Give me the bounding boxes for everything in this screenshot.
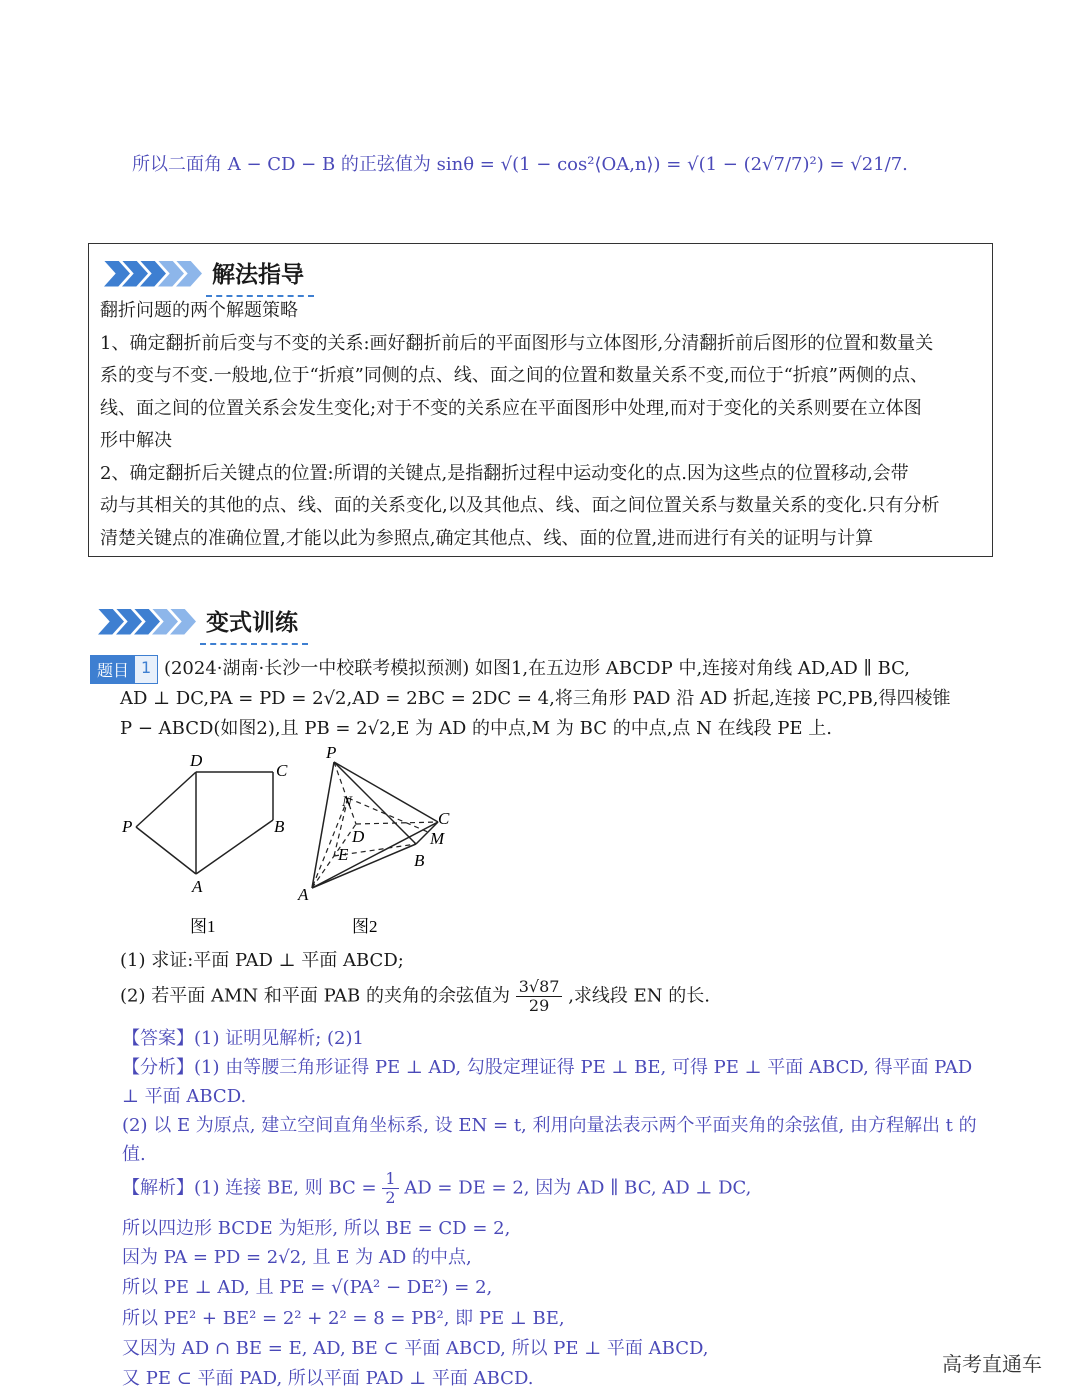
fig2-caption: 图2 [352, 917, 378, 936]
solution-line-1: 【解析】(1) 连接 BE, 则 BC = $\frac{1}{2}$ AD = DE = 2, 因为 AD ∥ BC, AD ⊥ DC, [122, 1169, 752, 1207]
chevron-arrows-icon [104, 261, 194, 287]
chevron-arrows-icon [98, 609, 188, 635]
fig1-label-b: B [274, 817, 285, 836]
fig1-caption: 图1 [190, 917, 216, 936]
analysis-line-4: 值. [122, 1144, 146, 1165]
fig2-label-m: M [430, 829, 445, 848]
guide-line: 动与其相关的其他的点、线、面的关系变化,以及其他点、线、面之间位置关系与数量关系的变化.只有分析 [100, 495, 940, 516]
practice-header [98, 604, 298, 639]
figure-1-pentagon [136, 772, 273, 874]
guide-line: 2、确定翻折后关键点的位置:所谓的关键点,是指翻折过程中运动变化的点.因为这些点的位置移动,会带 [100, 462, 909, 484]
part-2-fraction: $\frac{3√87}{29}$ [516, 978, 563, 1015]
guide-line: 系的变与不变.一般地,位于“折痕”同侧的点、线、面之间的位置和数量关系不变,而位于“折痕”两侧的点、 [100, 365, 928, 386]
guide-line: 形中解决 [100, 430, 172, 451]
question-badge: 题目 1 [90, 655, 158, 684]
fig2-label-n: N [342, 794, 353, 810]
fig2-label-a: A [298, 885, 309, 904]
question-line-3: P − ABCD(如图2),且 PB = 2√2,E 为 AD 的中点,M 为 BC 的中点,点 N 在线段 PE 上. [120, 718, 833, 739]
analysis-line-2: ⊥ 平面 ABCD. [122, 1086, 247, 1107]
fig1-label-a: A [192, 877, 203, 896]
analysis-line-3: (2) 以 E 为原点, 建立空间直角坐标系, 设 EN = t, 利用向量法表示两个平面夹角的余弦值, 由方程解出 t 的 [122, 1115, 977, 1136]
guide-line: 1、确定翻折前后变与不变的关系:画好翻折前后的平面图形与立体图形,分清翻折前后图形的位置和数量关 [100, 332, 934, 354]
solution-line-6: 又因为 AD ∩ BE = E, AD, BE ⊂ 平面 ABCD, 所以 PE ⊥ 平面 ABCD, [122, 1338, 709, 1359]
fig1-label-c: C [276, 761, 288, 780]
solution-line-4: 所以 PE ⊥ AD, 且 PE = √(PA² − DE²) = 2, [122, 1277, 493, 1298]
fig2-label-e: E [338, 845, 349, 864]
solution-line-7: 又 PE ⊂ 平面 PAD, 所以平面 PAD ⊥ 平面 ABCD. [122, 1368, 534, 1389]
guide-line: 线、面之间的位置关系会发生变化;对于不变的关系应在平面图形中处理,而对于变化的关系则要在立体图 [100, 397, 922, 419]
fig2-label-d: D [352, 827, 365, 846]
part-1: (1) 求证:平面 PAD ⊥ 平面 ABCD; [120, 950, 404, 971]
question-text: (2024·湖南·长沙一中校联考模拟预测) 如图1,在五边形 ABCDP 中,连接对角线 AD,AD ∥ BC, [163, 658, 911, 679]
answer-line: 【答案】(1) 证明见解析; (2)1 [122, 1028, 364, 1049]
fig2-label-c: C [438, 809, 450, 828]
top-solution-line: 所以二面角 A − CD − B 的正弦值为 sinθ = √(1 − cos²⟨OA,n⟩) = √(1 − (2√7/7)²) = √21/7. [132, 154, 908, 175]
practice-title: 变式训练 [206, 604, 298, 639]
solution-line-5: 所以 PE² + BE² = 2² + 2² = 8 = PB², 即 PE ⊥ BE, [122, 1308, 565, 1329]
watermark: 高考直通车 [942, 1352, 1042, 1376]
geometry-figures [118, 742, 478, 942]
solution-fraction: $\frac{1}{2}$ [382, 1170, 398, 1207]
question-line-1 [90, 654, 910, 684]
guide-text [100, 295, 985, 555]
analysis-line-1: 【分析】(1) 由等腰三角形证得 PE ⊥ AD, 勾股定理证得 PE ⊥ BE, 可得 PE ⊥ 平面 ABCD, 得平面 PAD [122, 1057, 973, 1078]
guide-header [104, 256, 304, 291]
guide-line: 翻折问题的两个解题策略 [100, 300, 298, 321]
part-2: (2) 若平面 AMN 和平面 PAB 的夹角的余弦值为 $\frac{3√87}{29}$ ,求线段 EN 的长. [120, 977, 710, 1015]
fig1-label-p: P [122, 817, 133, 836]
solution-line-2: 所以四边形 BCDE 为矩形, 所以 BE = CD = 2, [122, 1218, 511, 1239]
fig1-label-d: D [190, 751, 203, 770]
guide-title: 解法指导 [212, 256, 304, 291]
solution-line-3: 因为 PA = PD = 2√2, 且 E 为 AD 的中点, [122, 1247, 472, 1268]
fig2-label-b: B [414, 851, 425, 870]
guide-line: 清楚关键点的准确位置,才能以此为参照点,确定其他点、线、面的位置,进而进行有关的证明与计算 [100, 527, 874, 549]
fig2-label-p: P [326, 743, 337, 762]
question-line-2: AD ⊥ DC,PA = PD = 2√2,AD = 2BC = 2DC = 4,将三角形 PAD 沿 AD 折起,连接 PC,PB,得四棱锥 [120, 688, 951, 709]
